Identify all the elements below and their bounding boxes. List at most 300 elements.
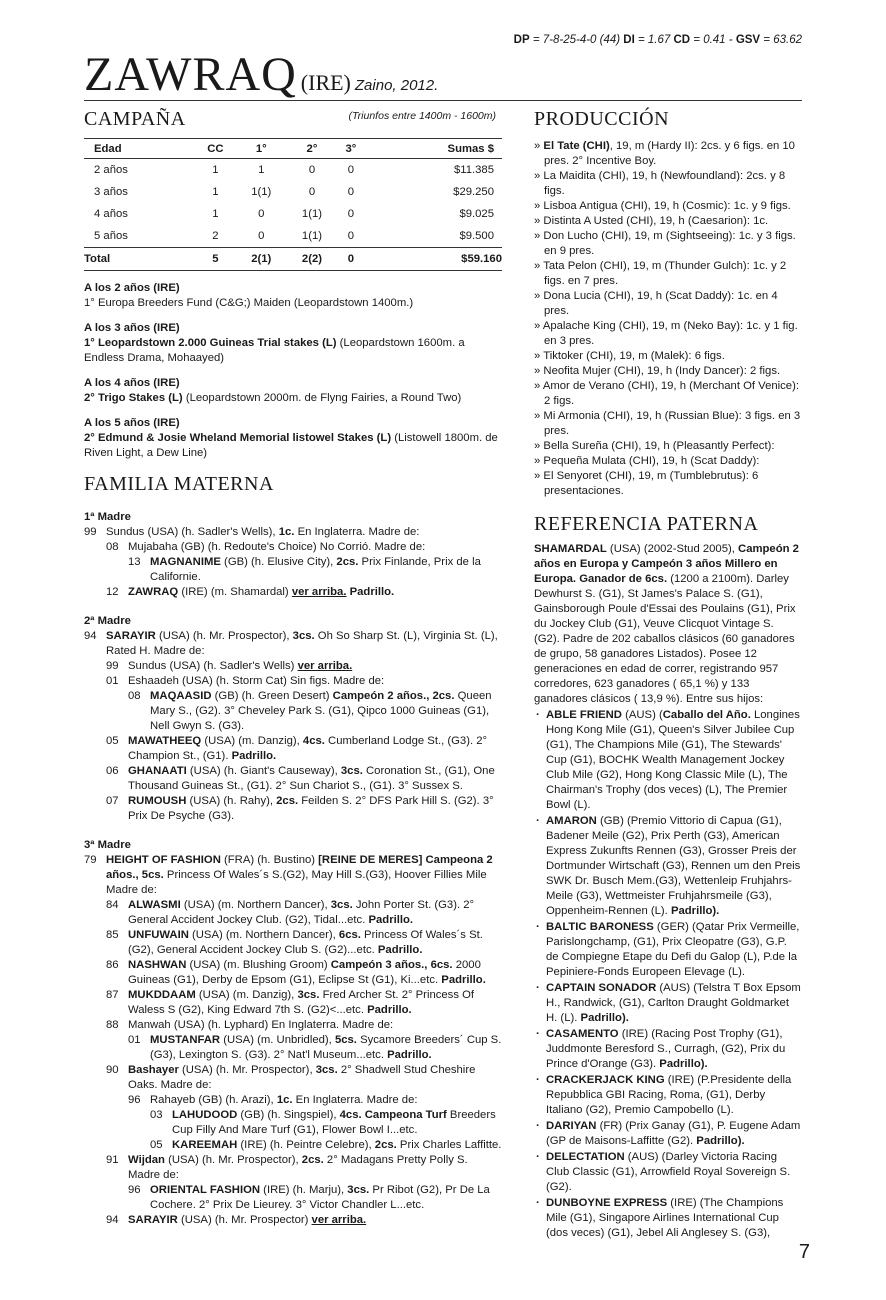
son-name: DELECTATION [546,1151,625,1163]
list-item [534,469,802,499]
entry-desc: (USA) (m. Danzig), [195,989,298,1001]
offspring-detail: Tiktoker (CHI), 19, m (Malek): 6 figs. [543,350,725,362]
son-name: ABLE FRIEND [546,709,622,721]
entry-highlight: [REINE DE MERES] Campeona 2 años., 5cs. [106,854,493,881]
offspring-detail: Dona Lucia (CHI), 19, h (Scat Daddy): 1c. en 4 pres. [543,290,778,317]
sire-son [534,1073,802,1118]
referencia-title: REFERENCIA PATERNA [534,513,759,535]
entry-year: 08 [106,541,119,553]
table-cell: 5 años [94,230,128,242]
entry-highlight: 4cs. [302,735,325,747]
win-age-heading: A los 5 años (IRE) [84,417,180,429]
entry-desc-2: En Inglaterra. Madre de: [292,1094,418,1106]
entry-highlight: 2cs. [336,556,359,568]
total-cell: Total [84,248,195,271]
list-item [534,139,802,169]
campana-wins [84,281,502,461]
entry-name: MUKDDAAM [128,989,196,1001]
dosage-line: DP = 7-8-25-4-0 (44) DI = 1.67 CD = 0.41 - GSV = 63.62 [513,34,802,46]
win-detail [84,296,502,311]
table-cell: 2 años [94,164,128,176]
son-name: CAPTAIN SONADOR [546,982,657,994]
offspring-detail: Mi Armonia (CHI), 19, h (Russian Blue): 3 figs. en 3 pres. [543,410,801,437]
entry-ref-link: ver arriba. [311,1214,367,1226]
entry-year: 86 [106,959,119,971]
entry-highlight: 3cs. [292,630,315,642]
family-entry [84,585,502,600]
total-cell: 0 [337,248,364,271]
son-detail: (GER) (Qatar Prix Vermeille, Parislongchamp, (G1), Prix Cleopatre (G3), G.P. de Compiegne Etape du Defi du Galop (L), P.de la Pepiniere-Fonds Europeen Elevage (L). [546,921,800,978]
entry-highlight: 3cs. [330,899,353,911]
entry-text [128,1033,502,1063]
entry-text [128,1093,502,1108]
entry-desc-2: Pr Ribot (G2), Pr De La Cochere. 2° Prix De Lieurey. 3° Victor Chandler L...etc. [150,1184,490,1211]
entry-text [150,1108,502,1138]
entry-name: Bashayer [128,1064,179,1076]
family-entry [84,689,502,734]
entry-text [128,555,502,585]
entry-year: 08 [128,690,141,702]
sire-intro: SHAMARDAL (USA) (2002-Stud 2005), Campeón 2 años en Europa y Campeón 3 años Millero en Europa. Ganador de 6cs. (1200 a 2100m). Darley Dewhurst S. (G1), St James's Palace S. (G1), Gainsborough Poule d'Essai des Poulains (G1), Prix du Jockey Club (G1), Veuve Clicquot Vintage S. (G2). Padre de 202 caballos clásicos (60 ganadores de grupo, 58 ganadores Listados). Posee 12 generaciones en edad de correr, registrando 957 corredores, 623 ganadores ( 65,1 %) y 133 ganadores clásicos ( 13,9 %). Entre sus hijos: [534,543,799,705]
entry-desc-2: 2000 Guineas (G1), Derby de Epsom (G1), Eclipse St (G1), Ki...etc. [128,959,481,986]
total-cell: 2(2) [287,248,338,271]
son-highlight: Padrillo). [580,1012,629,1024]
family-entry [84,1108,502,1138]
entry-desc-2: Fred Archer St. 2° Princess Of Waless S (G2), King Edward 7th S. (G2)<...etc. [128,989,475,1016]
entry-ref-link: ver arriba. [297,660,353,672]
entry-highlight: 4cs. Campeona Turf [339,1109,447,1121]
table-row [84,181,502,203]
sire-son [534,1027,802,1072]
family-entry [84,764,502,794]
table-row [84,225,502,248]
referencia-paterna [534,542,802,1241]
entry-status: Padrillo. [367,1004,412,1016]
entry-desc: Rahayeb (GB) (h. Arazi), [150,1094,277,1106]
entry-highlight: Campeón 3 años., 6cs. [330,959,453,971]
entry-desc: (USA) (h. Mr. Prospector), [155,630,293,642]
entry-highlight: 3cs. [315,1064,338,1076]
entry-name: ZAWRAQ [128,586,179,598]
column-header: Edad [84,139,195,159]
entry-status: Padrillo. [441,974,486,986]
win-text: (Leopardstown 2000m. de Flyng Fairies, a Round Two) [182,392,462,404]
win-block [84,416,502,461]
campana-header [84,108,502,134]
sire-son [534,1196,802,1241]
entry-desc-2: Princess Of Wales´s St. (G2), General Accident Jockey Club S. (G2)...etc. [128,929,483,956]
right-column [534,108,802,1241]
win-age-heading: A los 2 años (IRE) [84,282,180,294]
campana-note: (Triunfos entre 1400m - 1600m) [348,110,496,122]
list-item [534,454,802,469]
table-cell: 2 [212,230,219,242]
family-entry [84,629,502,659]
entry-name: Wijdan [128,1154,165,1166]
entry-highlight: 3cs. [347,1184,370,1196]
entry-desc: (USA) (m. Northern Dancer), [188,929,339,941]
win-race: 2° Edmund & Josie Wheland Memorial listowel Stakes (L) [84,432,392,444]
list-item [534,169,802,199]
sire-son [534,814,802,919]
table-cell: $29.250 [453,186,494,198]
son-detail: (IRE) (P.Presidente della Repubblica GBI Racing, Roma, (G1), Derby Italiano (G2), Premio Campobello (L). [546,1074,792,1116]
entry-year: 05 [150,1139,163,1151]
table-cell: 0 [308,164,316,176]
column-header: 3° [337,139,364,159]
entry-desc: (FRA) (h. Bustino) [220,854,319,866]
entry-text [128,1183,502,1213]
familia-materna [84,510,502,1228]
entry-text [84,525,502,540]
entry-year: 79 [84,854,97,866]
son-highlight: Padrillo). [670,905,720,917]
son-highlight: Caballo del Año. [662,709,751,721]
entry-year: 88 [106,1019,119,1031]
gen3-label: 3ª Madre [84,839,131,851]
son-detail: (FR) (Prix Ganay (G1), P. Eugene Adam (GP de Maisons-Laffitte (G2). [546,1120,801,1147]
family-entry [84,734,502,764]
offspring-detail: Distinta A Usted (CHI), 19, h (Caesarion): 1c. [543,215,769,227]
list-item [534,319,802,349]
entry-text [106,659,502,674]
son-name: DUNBOYNE EXPRESS [546,1197,668,1209]
entry-year: 03 [150,1109,163,1121]
entry-text [106,988,502,1018]
son-name: CASAMENTO [546,1028,619,1040]
entry-desc: (USA) (h. Rahy), [186,795,277,807]
entry-name: RUMOUSH [128,795,187,807]
win-detail [84,431,502,461]
win-block [84,281,502,311]
family-entry [84,1138,502,1153]
win-age-heading: A los 3 años (IRE) [84,322,180,334]
horse-coat-year: Zaino, 2012. [354,77,439,94]
sire-son [534,708,802,813]
win-detail [84,391,502,406]
table-cell: 0 [347,186,355,198]
entry-desc-2: Sycamore Breeders´ Cup S. (G3), Lexington S. (G3). 2° Nat'l Museum...etc. [150,1034,502,1061]
son-highlight: Padrillo). [696,1135,745,1147]
campana-title: CAMPAÑA [84,108,186,130]
offspring-detail: Tata Pelon (CHI), 19, m (Thunder Gulch): 1c. y 2 figs. en 7 pres. [543,260,787,287]
total-row [84,248,502,271]
sire-son [534,1119,802,1149]
entry-desc-2: Princess Of Wales´s S.(G2), May Hill S.(G3), Hoover Fillies Mile Madre de: [106,869,487,896]
table-cell: 0 [308,186,316,198]
gen2-label: 2ª Madre [84,615,131,627]
family-entry [84,1018,502,1033]
table-cell: 0 [347,230,355,242]
list-item [534,379,802,409]
entry-desc: Mujabaha (GB) (h. Redoute's Choice) No Corrió. Madre de: [128,541,426,553]
win-race: 1° Leopardstown 2.000 Guineas Trial stakes (L) [84,337,337,349]
family-entry [84,1093,502,1108]
family-entry [84,928,502,958]
entry-text [106,674,502,689]
entry-highlight: 3cs. [340,765,363,777]
table-cell: 1 [258,164,265,176]
horse-title [84,48,802,101]
entry-desc: (IRE) (h. Peintre Celebre), [237,1139,375,1151]
entry-name: HEIGHT OF FASHION [106,854,221,866]
entry-desc-2: John Porter St. (G3). 2° General Accident Jockey Club. (G2), Tidal...etc. [128,899,475,926]
entry-year: 01 [106,675,119,687]
son-detail: (GB) (Premio Vittorio di Capua (G1), Badener Meile (G2), Prix Perth (G3), American Express Zukunfts Rennen (G3), Grosser Preis der Dortmunder Wirtschaft (G3), Rennen um den Preis SWK Dr. Busch Mem.(G3), Wettenleip Fruhjahrs-Meile (G3), Wettmeister Fruhjahrsmeile (G3), Oppenheim-Rennen (L). [546,815,801,917]
win-detail [84,336,502,366]
horse-origin: (IRE) [300,70,351,95]
table-cell: 0 [347,208,355,220]
son-detail: (AUS) (Telstra T Box Epsom H., Randwick, (G1), Carlton Draught Goldmarket H. (L). [546,982,801,1024]
entry-desc: Sundus (USA) (h. Sadler's Wells) [128,660,298,672]
entry-desc-2: Breeders Cup Filly And Mare Turf (G1), Flower Bowl I...etc. [172,1109,496,1136]
entry-name: MUSTANFAR [150,1034,221,1046]
entry-name: SARAYIR [128,1214,178,1226]
family-entry [84,659,502,674]
offspring-detail: Bella Sureña (CHI), 19, h (Pleasantly Perfect): [543,440,775,452]
entry-desc: (GB) (h. Singspiel), [237,1109,340,1121]
entry-desc: (USA) (h. Mr. Prospector), [164,1154,302,1166]
entry-desc: (GB) (h. Green Desert) [211,690,333,702]
list-item [534,199,802,214]
entry-text [106,1153,502,1183]
entry-year: 05 [106,735,119,747]
entry-text [106,928,502,958]
entry-desc-2: Queen Mary S., (G2). 3° Cheveley Park S. (G1), Qipco 1000 Guineas (G1), Nell Gwyn S. (G3). [150,690,492,732]
entry-text [106,764,502,794]
entry-year: 01 [128,1034,141,1046]
entry-desc-2: Cumberland Lodge St., (G3). 2° Champion St., (G1). [128,735,488,762]
family-entry [84,1213,502,1228]
entry-text [106,794,502,824]
offspring-detail: , 19, m (Hardy II): 2cs. y 6 figs. en 10 pres. 2° Incentive Boy. [544,140,795,167]
entry-name: GHANAATI [128,765,187,777]
entry-text [106,1018,502,1033]
entry-ref-link: ver arriba. [291,586,347,598]
entry-name: MAQAASID [150,690,212,702]
entry-desc-2: Coronation St., (G1), One Thousand Guineas St., (G1). 2° Sun Chariot S., (G1). 3° Sussex S. [128,765,495,792]
list-item [534,214,802,229]
entry-desc-2: En Inglaterra. Madre de: [294,526,420,538]
entry-year: 84 [106,899,119,911]
entry-name: ORIENTAL FASHION [150,1184,261,1196]
table-cell: $11.385 [454,164,494,176]
entry-name: MAGNANIME [150,556,221,568]
entry-status: Padrillo. [368,914,414,926]
sire-son [534,920,802,980]
campana-table [84,138,502,271]
produccion-list [534,139,802,499]
offspring-detail: Amor de Verano (CHI), 19, h (Merchant Of Venice): 2 figs. [542,380,799,407]
table-cell: 0 [258,230,265,242]
entry-desc-2: Feilden S. 2° DFS Park Hill S. (G2). 3° Prix De Psyche (G3). [128,795,494,822]
entry-desc: (IRE) (m. Shamardal) [178,586,292,598]
entry-status: Padrillo. [387,1049,432,1061]
entry-desc: (GB) (h. Elusive City), [220,556,337,568]
entry-highlight: Campeón 2 años., 2cs. [332,690,455,702]
produccion-title: PRODUCCIÓN [534,108,670,130]
table-cell: 1 [212,164,219,176]
entry-name: LAHUDOOD [172,1109,238,1121]
family-entry [84,988,502,1018]
entry-status: Padrillo. [231,750,277,762]
son-detail-2: Longines Hong Kong Mile (G1), Queen's Silver Jubilee Cup (G1), The Champions Mile (G1), The Stewards' Cup (G1), BOCHK Wealth Management Jockey Club Mile (G2), Hong Kong Classic Mile (L), The Chairman's Trophy (dos veces) (L), The Premier Bowl (L). [546,709,800,811]
entry-year: 94 [106,1214,119,1226]
list-item [534,229,802,259]
entry-text [106,1063,502,1093]
table-cell: 0 [258,208,265,220]
left-column [84,108,502,1228]
son-name: BALTIC BARONESS [546,921,654,933]
family-entry [84,555,502,585]
entry-desc-2: 2° Madagans Pretty Polly S. Madre de: [128,1154,468,1181]
entry-year: 13 [128,556,141,568]
entry-text [106,540,502,555]
son-name: CRACKERJACK KING [546,1074,665,1086]
son-detail: (AUS) ( [621,709,663,721]
entry-highlight: 3cs. [297,989,320,1001]
entry-text [106,585,502,600]
son-name: DARIYAN [546,1120,597,1132]
entry-desc: (USA) (h. Giant's Causeway), [186,765,341,777]
entry-status: Padrillo. [346,586,395,598]
table-cell: 1 [212,186,219,198]
entry-highlight: 2cs. [301,1154,324,1166]
table-row [84,203,502,225]
entry-name: MAWATHEEQ [128,735,202,747]
family-entry [84,540,502,555]
family-entry [84,1183,502,1213]
son-detail: (IRE) (The Champions Mile (G1), Singapore Airlines International Cup (dos veces) (G1), Jebel Ali Anglesey S. (G3), [546,1197,784,1239]
win-block [84,321,502,366]
offspring-detail: La Maidita (CHI), 19, h (Newfoundland): 2cs. y 8 figs. [543,170,786,197]
entry-desc: Eshaadeh (USA) (h. Storm Cat) Sin figs. Madre de: [128,675,385,687]
table-cell: $9.025 [459,208,494,220]
table-cell: 0 [347,164,355,176]
sire-son [534,981,802,1026]
win-text: (Listowell 1800m. de Riven Light, a Dew Line) [84,432,498,459]
entry-text [106,898,502,928]
entry-text [150,1138,502,1153]
sire-son [534,1150,802,1195]
offspring-detail: El Senyoret (CHI), 19, m (Tumblebrutus): 6 presentaciones. [543,470,759,497]
entry-year: 85 [106,929,119,941]
entry-status: Padrillo. [377,944,423,956]
family-entry [84,958,502,988]
son-detail: (AUS) (Darley Victoria Racing Club Classic (G1), Arrowfield Royal Sovereign S. (G2). [546,1151,791,1193]
entry-desc-2: Prix Finlande, Prix de la Californie. [150,556,481,583]
entry-desc-2: Prix Charles Laffitte. [396,1139,502,1151]
entry-year: 96 [128,1094,141,1106]
entry-year: 06 [106,765,119,777]
offspring-detail: Pequeña Mulata (CHI), 19, h (Scat Daddy): [543,455,760,467]
entry-year: 07 [106,795,119,807]
entry-highlight: 1c. [276,1094,293,1106]
entry-highlight: 1c. [278,526,295,538]
entry-desc: (USA) (h. Mr. Prospector), [178,1064,316,1076]
column-header: 2° [287,139,338,159]
entry-desc: Manwah (USA) (h. Lyphard) En Inglaterra. Madre de: [128,1019,394,1031]
table-cell: 4 años [94,208,128,220]
entry-year: 12 [106,586,119,598]
offspring-detail: Don Lucho (CHI), 19, m (Sightseeing): 1c. y 3 figs. en 9 pres. [543,230,796,257]
list-item [534,349,802,364]
total-cell: 5 [195,248,236,271]
gen1-label: 1ª Madre [84,511,131,523]
entry-year: 91 [106,1154,119,1166]
win-block [84,376,502,406]
family-entry [84,1063,502,1093]
list-item [534,409,802,439]
entry-name: NASHWAN [128,959,187,971]
familia-title: FAMILIA MATERNA [84,473,274,495]
entry-text [84,853,502,898]
entry-text [106,958,502,988]
entry-highlight: 2cs. [276,795,299,807]
family-entry [84,674,502,689]
entry-name: KAREEMAH [172,1139,238,1151]
win-race: 2° Trigo Stakes (L) [84,392,183,404]
table-cell: 1(1) [251,186,272,198]
list-item [534,364,802,379]
entry-text [106,1213,502,1228]
entry-desc: (USA) (m. Northern Dancer), [180,899,331,911]
column-header: 1° [236,139,287,159]
family-entry [84,898,502,928]
table-cell: 1(1) [301,208,322,220]
entry-desc: Sundus (USA) (h. Sadler's Wells), [106,526,279,538]
family-entry [84,1033,502,1063]
offspring-detail: Apalache King (CHI), 19, m (Neko Bay): 1c. y 1 fig. en 3 pres. [542,320,798,347]
entry-desc: (USA) (m. Blushing Groom) [186,959,331,971]
entry-desc-2: Oh So Sharp St. (L), Virginia St. (L), Rated H. Madre de: [106,630,498,657]
table-cell: 1(1) [301,230,322,242]
table-cell: 3 años [94,186,128,198]
win-age-heading: A los 4 años (IRE) [84,377,180,389]
total-cell: $59.160 [365,248,502,271]
offspring-detail: Lisboa Antigua (CHI), 19, h (Cosmic): 1c. y 9 figs. [543,200,791,212]
entry-year: 96 [128,1184,141,1196]
entry-year: 90 [106,1064,119,1076]
entry-text [128,689,502,734]
entry-desc: (USA) (m. Unbridled), [220,1034,335,1046]
table-row [84,159,502,182]
win-text: 1° Europa Breeders Fund (C&G;) Maiden (Leopardstown 1400m.) [84,297,414,309]
son-name: AMARON [546,815,597,827]
entry-year: 87 [106,989,119,1001]
entry-name: UNFUWAIN [128,929,189,941]
entry-text [84,629,502,659]
entry-highlight: 5cs. [334,1034,357,1046]
entry-desc: (USA) (h. Mr. Prospector) [177,1214,312,1226]
win-text: (Leopardstown 1600m. a Endless Drama, Mohaayed) [84,337,465,364]
offspring-name: El Tate (CHI) [543,140,610,152]
list-item [534,439,802,454]
son-highlight: Padrillo). [659,1058,708,1070]
table-cell: 1 [212,208,219,220]
table-cell: $9.500 [459,230,494,242]
list-item [534,259,802,289]
family-entry [84,525,502,540]
entry-year: 99 [84,526,97,538]
entry-desc: (IRE) (h. Marju), [260,1184,348,1196]
entry-desc: (USA) (m. Danzig), [201,735,303,747]
family-entry [84,794,502,824]
entry-text [106,734,502,764]
entry-year: 94 [84,630,97,642]
entry-name: SARAYIR [106,630,156,642]
entry-desc-2: 2° Shadwell Stud Cheshire Oaks. Madre de: [128,1064,476,1091]
